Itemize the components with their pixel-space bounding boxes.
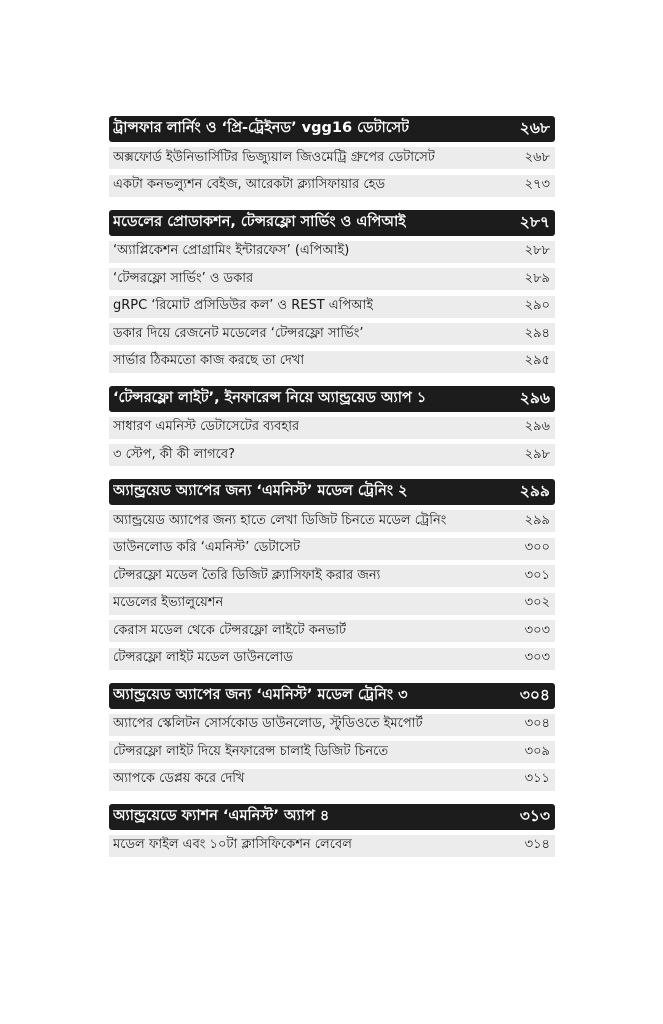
toc-entry[interactable] bbox=[109, 835, 555, 857]
toc-entry[interactable] bbox=[109, 510, 555, 532]
toc-entry-title: একটা কনভল্যুশন বেইজ, আরেকটা ক্ল্যাসিফায়ার হেড bbox=[113, 177, 386, 192]
toc-entry[interactable] bbox=[109, 147, 555, 169]
toc-entry[interactable] bbox=[109, 417, 555, 439]
toc-entry-title: সার্ভার ঠিকমতো কাজ করছে তা দেখা bbox=[113, 353, 305, 368]
chapter-header[interactable] bbox=[109, 804, 555, 830]
chapter-page-number: ২৯৬ bbox=[519, 388, 550, 407]
toc-entry[interactable] bbox=[109, 593, 555, 615]
toc-entry[interactable] bbox=[109, 351, 555, 373]
chapter-page-number: ২৬৮ bbox=[519, 119, 550, 137]
toc-entry[interactable] bbox=[109, 444, 555, 466]
toc-entry-title: সাধারণ এমনিস্ট ডেটাসেটের ব্যবহার bbox=[113, 419, 300, 434]
toc-entry-page-number: ৩০০ bbox=[524, 540, 550, 555]
toc-entry-page-number: ৩০২ bbox=[524, 595, 550, 610]
toc-entry-title: অ্যান্ড্রয়েড অ্যাপের জন্য হাতে লেখা ডিজিট চিনতে মডেল ট্রেনিং bbox=[113, 512, 447, 528]
toc-entry-page-number: ৩১১ bbox=[524, 771, 550, 786]
chapter-title: মডেলের প্রোডাকশন, টেন্সরফ্লো সার্ভিং ও এপিআই bbox=[113, 213, 406, 230]
chapter-header[interactable] bbox=[109, 479, 555, 505]
toc-entry[interactable] bbox=[109, 769, 555, 791]
toc-entry-title: টেন্সরফ্লো লাইট দিয়ে ইনফারেন্স চালাই ডিজিট চিনতে bbox=[113, 743, 389, 759]
toc-entry[interactable] bbox=[109, 241, 555, 263]
chapter-section bbox=[109, 210, 555, 373]
chapter-section bbox=[109, 116, 555, 197]
toc-entry-title: ‘অ্যাপ্লিকেশন প্রোগ্রামিং ইন্টারফেস’ (এপিআই) bbox=[113, 243, 350, 258]
toc-entry-page-number: ২৯৯ bbox=[524, 512, 550, 528]
toc-entry-title: মডেলের ইভ্যালুয়েশন bbox=[113, 595, 224, 610]
toc-entry[interactable] bbox=[109, 296, 555, 318]
toc-entry-title: ‘টেন্সরফ্লো সার্ভিং’ ও ডকার bbox=[113, 270, 254, 286]
toc-entry-title: মডেল ফাইল এবং ১০টা ক্লাসিফিকেশন লেবেল bbox=[113, 837, 352, 852]
chapter-title: ট্রান্সফার লার্নিং ও ‘প্রি-ট্রেইনড’ vgg16 ডেটাসেট bbox=[113, 120, 410, 136]
chapter-page-number: ৩১৩ bbox=[519, 806, 550, 825]
chapter-header[interactable] bbox=[109, 210, 555, 236]
toc-entry-page-number: ৩০৩ bbox=[524, 622, 550, 638]
chapter-section bbox=[109, 683, 555, 791]
toc-entry[interactable] bbox=[109, 648, 555, 670]
chapter-page-number: ২৯৯ bbox=[519, 482, 550, 500]
toc-entry-page-number: ২৯৬ bbox=[524, 419, 550, 434]
table-of-contents bbox=[109, 116, 555, 870]
toc-entry-page-number: ২৯৫ bbox=[524, 353, 550, 368]
toc-entry-title: gRPC ‘রিমোট প্রসিডিউর কল’ ও REST এপিআই bbox=[113, 298, 374, 313]
toc-entry[interactable] bbox=[109, 620, 555, 642]
toc-entry-title: কেরাস মডেল থেকে টেন্সরফ্লো লাইটে কনভার্ট bbox=[113, 622, 347, 638]
toc-entry-page-number: ২৬৮ bbox=[524, 149, 550, 165]
toc-entry-title: অক্সফোর্ড ইউনিভার্সিটির ভিজ্যুয়াল জিওমেট্রি গ্রুপের ডেটাসেট bbox=[113, 149, 435, 165]
chapter-page-number: ২৮৭ bbox=[519, 212, 550, 231]
toc-entry-page-number: ৩১৪ bbox=[524, 837, 550, 852]
chapter-section bbox=[109, 479, 555, 670]
toc-entry-page-number: ২৭৩ bbox=[524, 177, 550, 192]
toc-entry-page-number: ২৮৯ bbox=[524, 270, 550, 286]
toc-entry-title: ডাউনলোড করি ‘এমনিস্ট’ ডেটাসেট bbox=[113, 540, 301, 555]
chapter-title: অ্যান্ড্রয়েডে ফ্যাশন ‘এমনিস্ট’ অ্যাপ ৪ bbox=[113, 807, 330, 824]
chapter-page-number: ৩০৪ bbox=[519, 685, 550, 704]
chapter-title: অ্যান্ড্রয়েড অ্যাপের জন্য ‘এমনিস্ট’ মডেল ট্রেনিং ৩ bbox=[113, 686, 408, 703]
toc-entry-title: ডকার দিয়ে রেজনেট মডেলের ‘টেন্সরফ্লো সার্ভিং’ bbox=[113, 325, 364, 341]
toc-entry-page-number: ৩০১ bbox=[524, 567, 550, 583]
toc-entry-page-number: ৩০৪ bbox=[524, 716, 550, 731]
toc-entry[interactable] bbox=[109, 741, 555, 763]
chapter-header[interactable] bbox=[109, 386, 555, 412]
toc-entry[interactable] bbox=[109, 175, 555, 197]
toc-entry-page-number: ২৯৪ bbox=[524, 325, 550, 341]
toc-entry[interactable] bbox=[109, 268, 555, 290]
chapter-header[interactable] bbox=[109, 116, 555, 142]
toc-entry-page-number: ৩০৯ bbox=[524, 743, 550, 759]
chapter-header[interactable] bbox=[109, 683, 555, 709]
toc-entry-page-number: ৩০৩ bbox=[524, 650, 550, 665]
toc-entry[interactable] bbox=[109, 565, 555, 587]
toc-entry-page-number: ২৯৮ bbox=[524, 446, 550, 462]
toc-entry-page-number: ২৯০ bbox=[524, 298, 550, 313]
toc-entry-title: টেন্সরফ্লো মডেল তৈরি ডিজিট ক্ল্যাসিফাই করার জন্য bbox=[113, 567, 381, 583]
chapter-title: অ্যান্ড্রয়েড অ্যাপের জন্য ‘এমনিস্ট’ মডেল ট্রেনিং ২ bbox=[113, 483, 408, 499]
toc-entry-title: ৩ স্টেপ, কী কী লাগবে? bbox=[113, 446, 235, 462]
chapter-section bbox=[109, 804, 555, 857]
toc-entry-title: টেন্সরফ্লো লাইট মডেল ডাউনলোড bbox=[113, 650, 293, 665]
toc-entry-title: অ্যাপের স্কেলিটন সোর্সকোড ডাউনলোড, স্টুডিওতে ইমপোর্ট bbox=[113, 716, 423, 731]
toc-entry-title: অ্যাপকে ডেপ্লয় করে দেখি bbox=[113, 771, 245, 786]
toc-entry[interactable] bbox=[109, 538, 555, 560]
toc-entry[interactable] bbox=[109, 323, 555, 345]
toc-entry-page-number: ২৮৮ bbox=[524, 243, 550, 258]
chapter-title: ‘টেন্সরফ্লো লাইট’, ইনফারেন্স নিয়ে অ্যান্ড্রয়েড অ্যাপ ১ bbox=[113, 389, 427, 406]
chapter-section bbox=[109, 386, 555, 467]
toc-entry[interactable] bbox=[109, 714, 555, 736]
